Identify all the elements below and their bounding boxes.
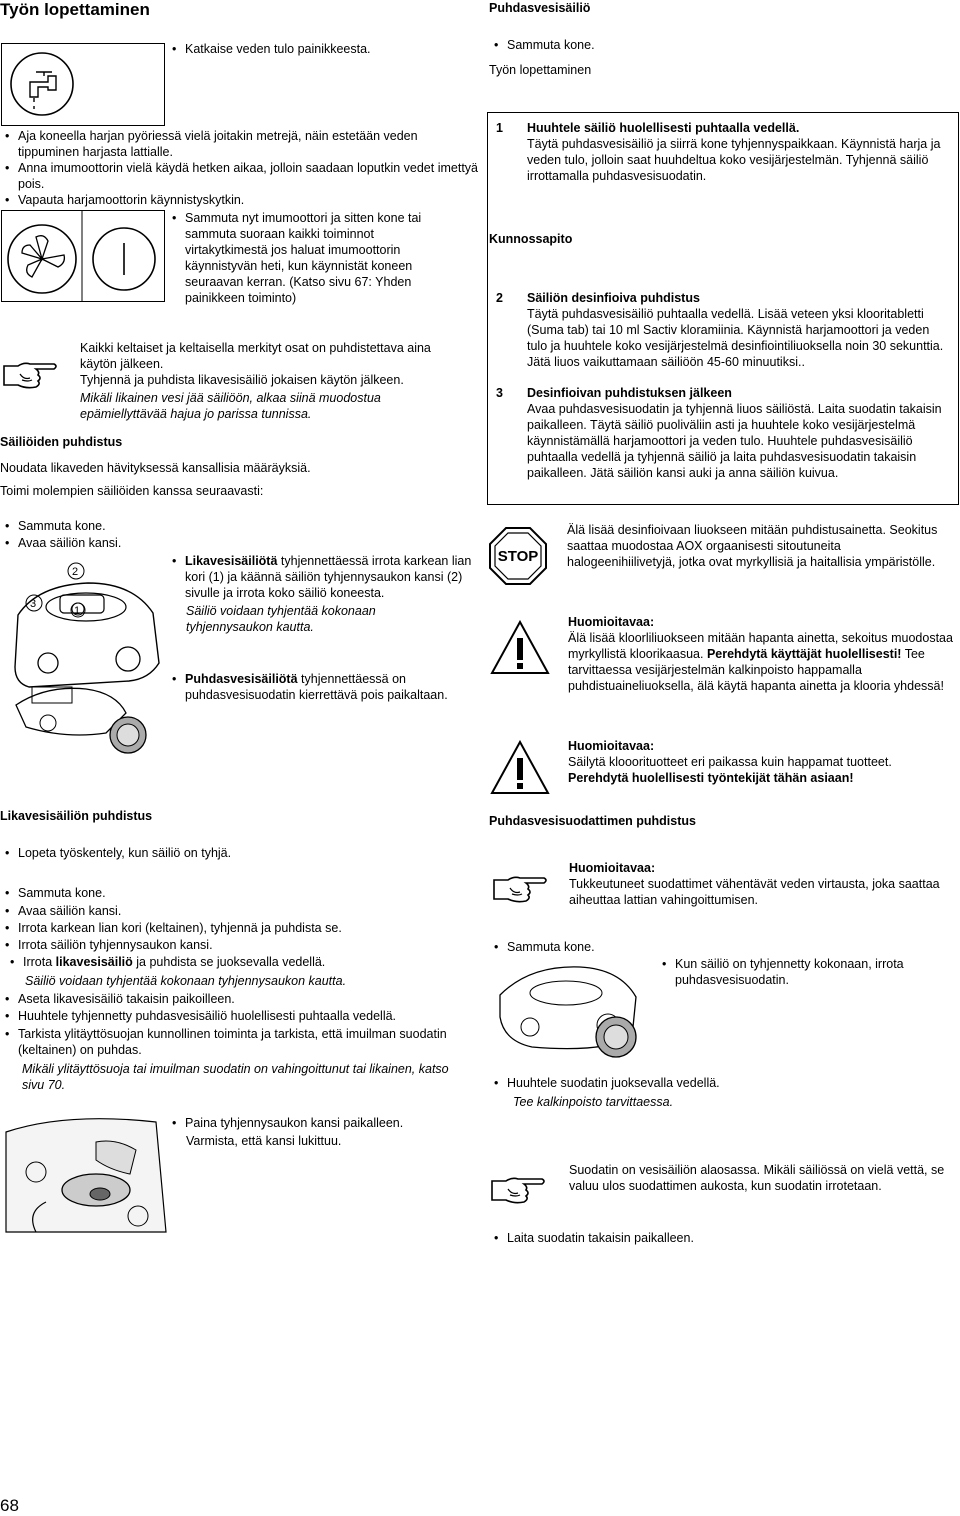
list-item: • Lopeta työskentely, kun säiliö on tyhjä. — [3, 845, 231, 861]
machine-tank-illustration — [8, 555, 168, 765]
pointing-hand-icon — [492, 862, 548, 904]
stop-text: Älä lisää desinfioivaan liuokseen mitään puhdistusainetta. Seokitus saattaa muodostaa AOX orgaanisesti sitoutuneita halogeenihiilivetyjä, jotka ovat myrkyllisiä ja haitallisia ympäristölle. — [567, 523, 938, 569]
step2-number: 2 — [496, 291, 503, 305]
callout-3: 3 — [30, 598, 37, 610]
list-item: • Tarkista ylitäyttösuojan kunnollinen toiminta ja tarkista, että imuilman suodatin (keltainen) on puhdas. — [3, 1026, 458, 1058]
page-number: 68 — [0, 1496, 19, 1515]
list-item: • Sammuta kone. — [3, 885, 106, 901]
filter-heading: Puhdasvesisuodattimen puhdistus — [489, 814, 696, 828]
warning1-text — [568, 630, 953, 694]
water-tap-icon — [2, 44, 164, 125]
hand-note-1: Kaikki keltaiset ja keltaisella merkityt osat on puhdistettava aina käytön jälkeen. — [80, 341, 431, 371]
hand-note-2: Tyhjennä ja puhdista likavesisäiliö jokaisen käytön jälkeen. — [80, 373, 404, 387]
warning2-text: Säilytä klooorituotteet eri paikassa kuin happamat tuotteet. — [568, 755, 892, 769]
dirty-heading: Likavesisäiliön puhdistus — [0, 809, 153, 823]
motor-icon-box — [1, 210, 165, 302]
warning1-title: Huomioitavaa: — [568, 615, 655, 629]
list-item: • Sammuta kone. — [492, 939, 595, 955]
pointing-hand-icon — [490, 1163, 546, 1205]
list-item: • Huuhtele tyhjennetty puhdasvesisäiliö huolellisesti puhtaalla vedellä. — [3, 1008, 478, 1024]
rinse-italic: Säiliö voidaan tyhjentää kokonaan tyhjennysaukon kautta. — [25, 974, 347, 988]
tanks-line-1: Noudata likaveden hävityksessä kansallisia määräyksiä. — [0, 461, 311, 475]
dirty-tank-rest: tyhjennettäessä irrota karkean lian kori (1) ja käännä säiliön tyhjennysaukon kansi (2) sivulle ja irrota koko säiliö koneesta. — [185, 554, 472, 600]
drain-cap-illustration — [6, 1112, 166, 1240]
stop-sign-text: STOP — [497, 548, 539, 565]
warning1-bold: Perehdytä käyttäjät huolellisesti! — [706, 647, 902, 661]
list-item: • Anna imumoottorin vielä käydä hetken aikaa, jolloin saadaan loputkin vedet imettyä pois. — [3, 160, 478, 192]
warning1-text-b: Tee tarvittaessa vesijärjestelmän kalkinpoisto happamalla puhdistuaineliuoksella, älä käytä hapanta ainetta ja klooria yhdessä! — [568, 647, 944, 693]
list-item: • Aja koneella harjan pyöriessä vielä joitakin metrejä, näin estetään veden tippuminen harjasta lattialle. — [3, 128, 478, 160]
list-item: • Aseta likavesisäiliö takaisin paikoilleen. — [3, 991, 235, 1007]
right-subheading: Työn lopettaminen — [489, 63, 592, 77]
filter-italic: Tee kalkinpoisto tarvittaessa. — [513, 1095, 674, 1109]
filter-note: Suodatin on vesisäiliön alaosassa. Mikäli säiliössä on vielä vettä, se valuu ulos suodattimen aukosta, kun suodatin irrotetaan. — [569, 1163, 945, 1193]
warning-triangle-icon — [490, 740, 550, 795]
pointing-hand-icon — [2, 348, 58, 390]
stop-water-text: • Katkaise veden tulo painikkeesta. — [170, 41, 475, 57]
hand-note-3: Mikäli likainen vesi jää säiliöön, alkaa siinä muodostua epämiellyttävää hajua jo parissa tunnissa. — [80, 391, 381, 421]
list-item: • Irrota karkean lian kori (keltainen), tyhjennä ja puhdista se. — [3, 920, 342, 936]
step3-title: Desinfioivan puhdistuksen jälkeen — [527, 386, 732, 400]
fan-switch-icon — [2, 211, 164, 301]
tanks-line-2: Toimi molempien säiliöiden kanssa seuraavasti: — [0, 484, 264, 498]
warning2-bold: Perehdytä huolellisesti työntekijät tähän asiaan! — [568, 771, 854, 785]
list-item: • Irrota säiliön tyhjennysaukon kansi. — [3, 937, 213, 953]
warning2-title: Huomioitavaa: — [568, 739, 655, 753]
step2-text: Täytä puhdasvesisäiliö puhtaalla vedellä. Lisää veteen yksi klooritabletti (Suma tab) tai 10 ml Sactiv kloramiinia. Käynnistä harjamoottori ja veden tulo ja huuhtele koko vesijärjestelmä desinfiointiliuoksella noin 30 sekunttia. Jätä liuos vaikuttamaan säiliöön 45-60 minuutiksi.. — [527, 307, 944, 369]
hand-text: Tukkeutuneet suodattimet vähentävät veden virtausta, joka saattaa aiheuttaa lattian vahingoittumisen. — [569, 877, 940, 907]
list-item: • Avaa säiliön kansi. — [3, 903, 121, 919]
page-title: Työn lopettaminen — [0, 0, 150, 19]
list-item: • Avaa säiliön kansi. — [3, 535, 121, 551]
warning-triangle-icon — [490, 620, 550, 675]
clean-tank-rest: tyhjennettäessä on puhdasvesisuodatin kierrettävä pois paikaltaan. — [185, 672, 448, 702]
cap-line-2: Varmista, että kansi lukittuu. — [186, 1134, 342, 1148]
list-item: • Huuhtele suodatin juoksevalla vedellä. — [492, 1075, 720, 1091]
dirty-tank-bold: Likavesisäiliötä — [185, 554, 278, 568]
water-icon-box — [1, 43, 165, 126]
list-item: • Laita suodatin takaisin paikalleen. — [492, 1230, 694, 1246]
clean-tank-instruction — [170, 671, 485, 703]
step2-title: Säiliön desinfioiva puhdistus — [527, 291, 700, 305]
stop-sign-icon — [490, 528, 546, 584]
step1-text: Täytä puhdasvesisäiliö ja siirrä kone tyhjennyspaikkaan. Käynnistä harja ja veden tulo, jolloin saat huuhdeltua koko vesijärjestelmän. Tyhjennä säiliö irrottamalla puhdasvesisuodatin. — [527, 137, 941, 183]
list-item: • Vapauta harjamoottorin käynnistyskytkin. — [3, 192, 478, 208]
maintenance-heading: Kunnossapito — [489, 232, 573, 246]
clean-tank-bold: Puhdasvesisäiliötä — [185, 672, 298, 686]
step3-text: Avaa puhdasvesisuodatin ja tyhjennä liuos säiliöstä. Laita suodatin takaisin paikalleen. Täytä säiliö puoliväliin asti ja huuhtele koko vesijärjestelmä käynnistämällä harjamoottori ja veden tulo. Huuhtele puhdasvesisäiliö puhtaalla vedellä ja tyhjennä säiliö ja laita puhdasvesisuodatin takaisin paikalleen. Jätä säiliön kansi auki ja anna säiliön kuivua. — [527, 402, 942, 480]
list-item: • Kun säiliö on tyhjennetty kokonaan, irrota puhdasvesisuodatin. — [660, 956, 960, 988]
callout-1: 1 — [74, 605, 81, 617]
list-item — [8, 954, 483, 970]
step1-title: Huuhtele säiliö huolellisesti puhtaalla vedellä. — [527, 121, 800, 135]
dirty-tank-italic: Säiliö voidaan tyhjentää kokonaan tyhjennysaukon kautta. — [186, 604, 376, 634]
warning1-text-a: Älä lisää kloorliliuokseen mitään hapanta ainetta, sekoitus muodostaa myrkyllistä kloorikaasua. — [568, 631, 953, 661]
filter-illustration — [490, 955, 650, 1067]
step3-number: 3 — [496, 386, 503, 400]
dirty-italic-2: Mikäli ylitäyttösuoja tai imuilman suodatin on vahingoittunut tai likainen, katso sivu 70. — [22, 1062, 449, 1092]
tanks-heading: Säiliöiden puhdistus — [0, 435, 123, 449]
rinse-post: ja puhdista se juoksevalla vedellä. — [132, 955, 326, 969]
list-item: • Sammuta kone. — [492, 37, 595, 53]
list-item: • Sammuta kone. — [3, 518, 106, 534]
callout-2: 2 — [72, 566, 79, 578]
rinse-bold: likavesisäiliö — [55, 955, 133, 969]
hand-title: Huomioitavaa: — [569, 861, 656, 875]
right-heading: Puhdasvesisäiliö — [489, 1, 591, 15]
list-item: • Paina tyhjennysaukon kansi paikalleen. — [170, 1115, 475, 1131]
motor-note: • Sammuta nyt imumoottori ja sitten kone tai sammuta suoraan kaikki toiminnot virtakytkimestä jos haluat imumoottorin käynnistyvän heti, kun käynnistät koneen seuraavan kerran. (Katso sivu 67: Yhden painikkeen toiminto) — [170, 210, 460, 306]
dirty-tank-instruction — [170, 553, 485, 601]
rinse-pre: Irrota — [23, 955, 56, 969]
step1-number: 1 — [496, 121, 503, 135]
